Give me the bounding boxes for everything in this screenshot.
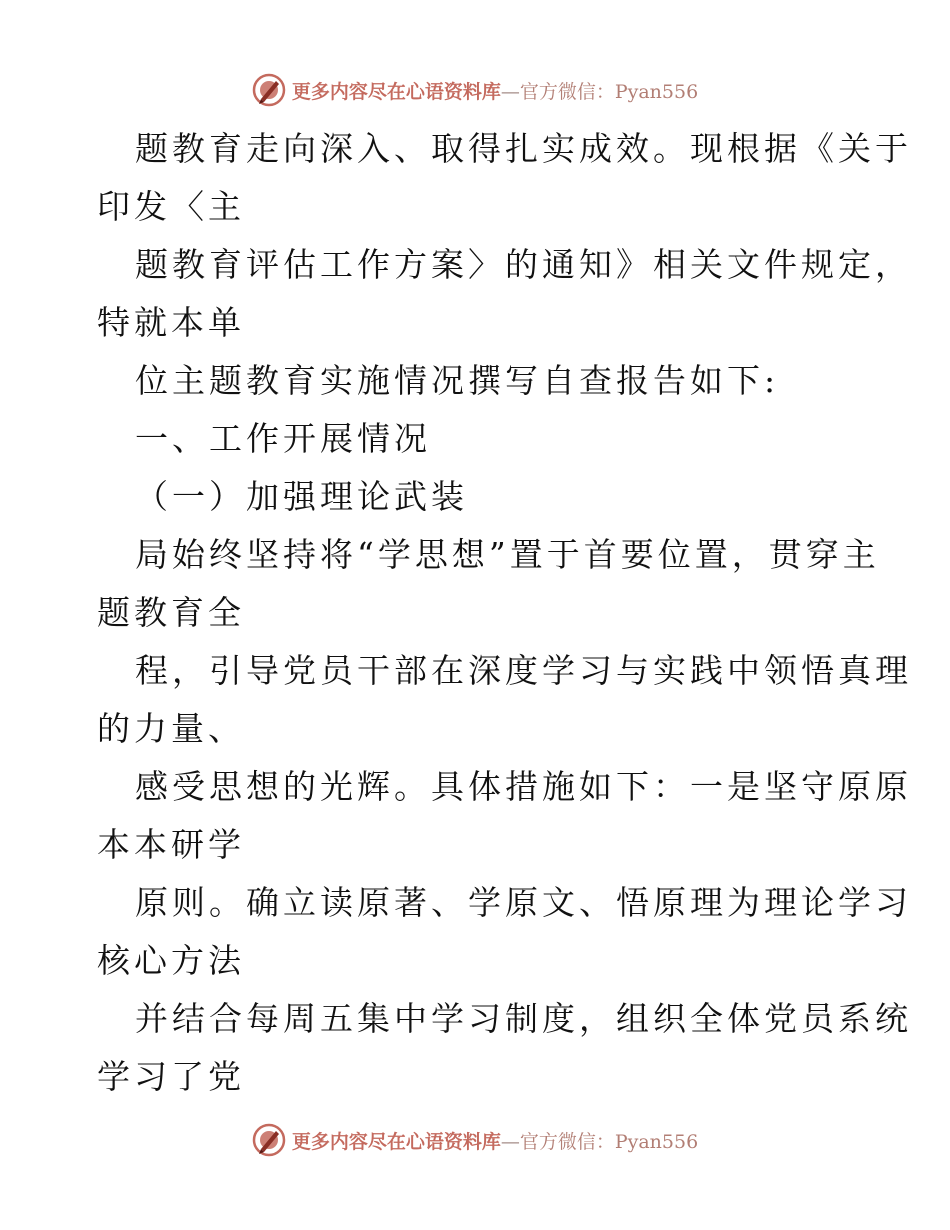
body-line: 特就本单 xyxy=(97,303,245,342)
section-heading: 一、工作开展情况 xyxy=(135,419,431,458)
body-line: 感受思想的光辉。具体措施如下：一是坚守原原 xyxy=(135,767,912,806)
body-line: 题教育评估工作方案〉的通知》相关文件规定， xyxy=(135,245,912,284)
body-line: 学习了党 xyxy=(97,1057,245,1096)
pen-seal-logo-icon xyxy=(252,1123,286,1157)
pen-seal-logo-icon xyxy=(252,73,286,107)
body-line: 印发〈主 xyxy=(97,187,245,226)
body-line: 原则。确立读原著、学原文、悟原理为理论学习 xyxy=(135,883,912,922)
body-line: 局始终坚持将“学思想”置于首要位置，贯穿主 xyxy=(135,535,880,574)
watermark-title: 更多内容尽在心语资料库 xyxy=(291,80,501,103)
body-line: 核心方法 xyxy=(97,941,245,980)
watermark-text xyxy=(292,77,698,104)
header-watermark xyxy=(0,70,950,110)
watermark-separator: — xyxy=(500,80,520,103)
body-line: 位主题教育实施情况撰写自查报告如下: xyxy=(135,361,780,400)
body-line: 题教育全 xyxy=(97,593,245,632)
body-line: 本本研学 xyxy=(97,825,245,864)
subsection-heading: （一）加强理论武装 xyxy=(135,477,468,516)
watermark-separator: — xyxy=(500,1130,520,1153)
watermark-title: 更多内容尽在心语资料库 xyxy=(291,1130,501,1153)
document-body xyxy=(97,120,912,1106)
watermark-contact: 官方微信：Pyan556 xyxy=(519,1130,699,1153)
watermark-text xyxy=(292,1127,698,1154)
body-line: 并结合每周五集中学习制度，组织全体党员系统 xyxy=(135,999,912,1038)
body-line: 的力量、 xyxy=(97,709,245,748)
watermark-contact: 官方微信：Pyan556 xyxy=(519,80,699,103)
body-line: 题教育走向深入、取得扎实成效。现根据《关于 xyxy=(135,129,912,168)
footer-watermark xyxy=(0,1120,950,1160)
body-line: 程，引导党员干部在深度学习与实践中领悟真理 xyxy=(135,651,912,690)
